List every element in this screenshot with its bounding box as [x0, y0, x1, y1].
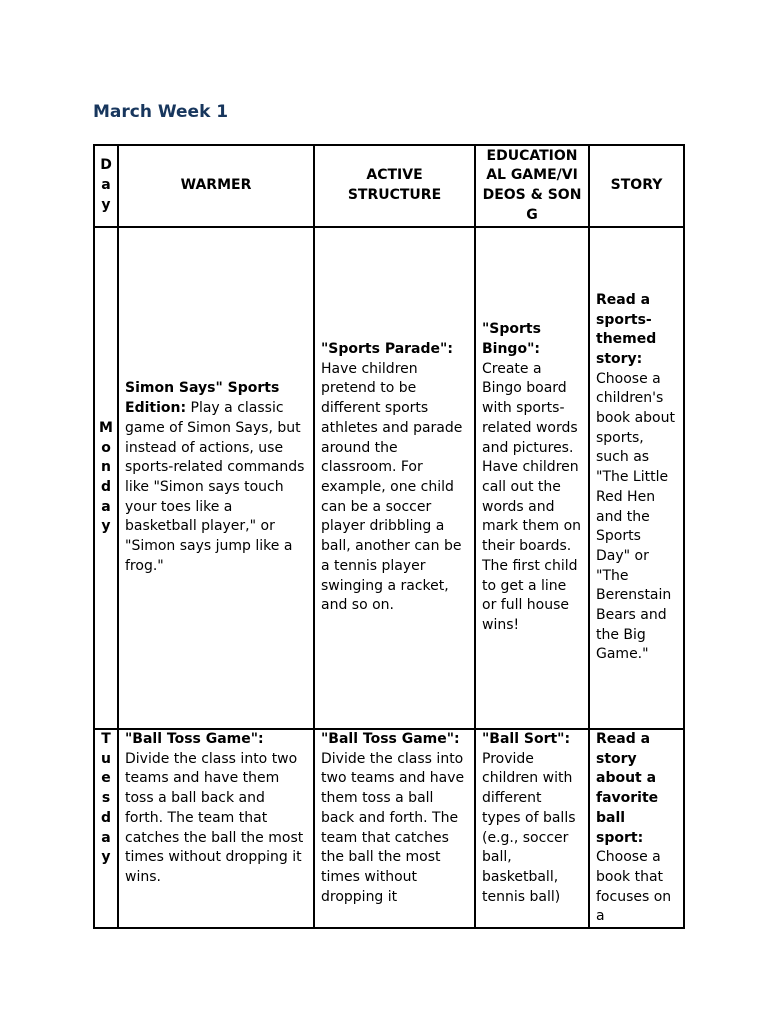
day-letter: T [101, 731, 111, 747]
day-letter: y [101, 196, 111, 213]
day-letter: M [99, 419, 113, 436]
day-letter: n [101, 459, 111, 476]
day-cell-monday [94, 227, 118, 729]
day-letter: D [100, 157, 112, 174]
story-title: Read a sports-themed story: [596, 291, 657, 367]
story-text: Choose a book that focuses on a [596, 849, 672, 925]
educational-title: "Ball Sort": [482, 731, 571, 747]
story-cell [589, 227, 684, 729]
header-day [94, 145, 118, 227]
day-letter: y [101, 518, 111, 535]
day-letter: e [101, 770, 111, 787]
warmer-cell [118, 729, 314, 928]
educational-cell [475, 227, 589, 729]
active-title: "Ball Toss Game": [321, 731, 460, 747]
day-letter: o [101, 439, 111, 456]
day-letter: s [101, 790, 111, 807]
day-letter: d [100, 479, 112, 495]
active-structure-cell [314, 227, 475, 729]
story-text: Choose a children's book about sports, such as "The Little Red Hen and the Sports Day" or "The Berenstain Bears and the Big Game." [596, 370, 675, 663]
warmer-cell [118, 227, 314, 729]
active-text: Divide the class into two teams and have them toss a ball back and forth. The team that catches the ball the most times without dropping it [321, 750, 465, 905]
story-title: Read a story about a favorite ball sport: [596, 731, 659, 846]
header-story: STORY [589, 145, 684, 227]
day-letter: d [100, 809, 112, 826]
educational-title: "Sports Bingo": [482, 321, 541, 358]
table-row [94, 729, 684, 928]
educational-text: Create a Bingo board with sports-related words and pictures. Have children call out the words and mark them on their boards. The first child to get a line or full house wins! [482, 360, 582, 633]
weekly-plan-table [93, 144, 685, 929]
header-active-structure: ACTIVE STRUCTURE [314, 145, 475, 227]
educational-cell [475, 729, 589, 928]
warmer-text: Divide the class into two teams and have them toss a ball back and forth. The team that catches the ball the most times without dropping it wins. [125, 750, 304, 885]
day-letter: y [101, 849, 111, 866]
active-title: "Sports Parade": [321, 341, 453, 358]
day-letter: a [101, 177, 111, 194]
warmer-title: Simon Says" Sports Edition: [125, 380, 280, 417]
day-letter: a [101, 498, 111, 515]
story-cell [589, 729, 684, 928]
day-cell-tuesday [94, 729, 118, 928]
page-title: March Week 1 [93, 102, 229, 122]
active-text: Have children pretend to be different sports athletes and parade around the classroom. For example, one child can be a soccer player dribbling a ball, another can be a tennis player swinging a racket, and so on. [321, 360, 463, 614]
educational-text: Provide children with different types of balls (e.g., soccer ball, basketball, tennis ball) [482, 750, 576, 905]
warmer-title: "Ball Toss Game": [125, 731, 264, 747]
active-structure-cell [314, 729, 475, 928]
table-header-row [94, 145, 684, 227]
header-educational-game: EDUCATIONAL GAME/VIDEOS & SONG [475, 145, 589, 227]
header-warmer: WARMER [118, 145, 314, 227]
table-row [94, 227, 684, 729]
day-letter: a [101, 829, 111, 846]
warmer-text: Play a classic game of Simon Says, but instead of actions, use sports-related commands like "Simon says touch your toes like a basketball player," or "Simon says jump like a frog." [125, 400, 305, 574]
day-letter: u [101, 750, 111, 767]
